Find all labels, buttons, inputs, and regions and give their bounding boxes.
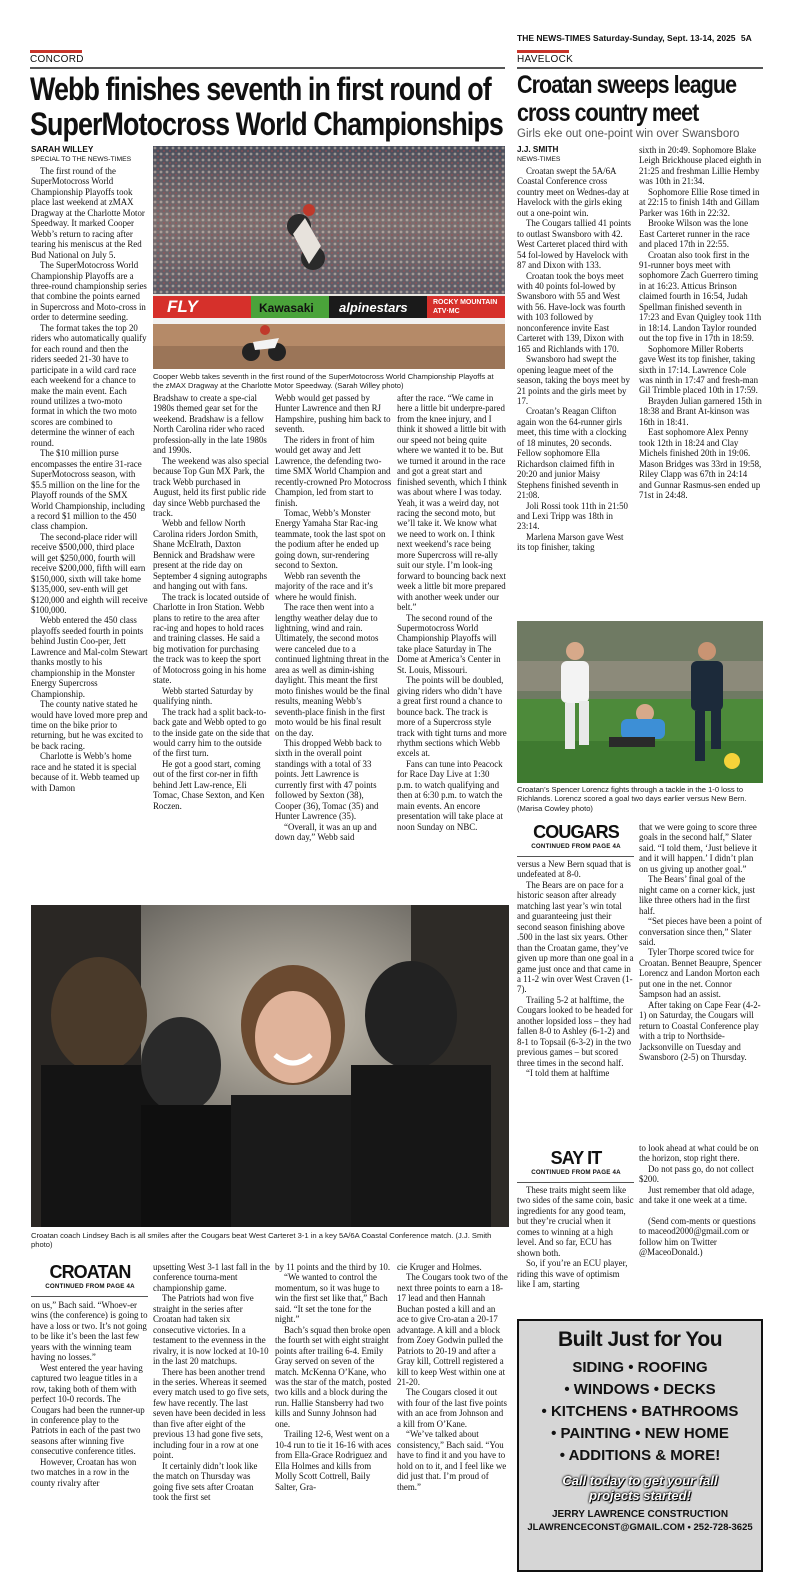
paragraph: The first round of the SuperMotocross World Championship Playoffs took place last weekend at zMAX Dragway at the Charlotte Motor Speedway. It marked Cooper Webb’s return to racing after tearing his meniscus at the Red Bud National on July 5. bbox=[31, 166, 145, 260]
webb-column-3 bbox=[275, 393, 392, 897]
cougars-column-2 bbox=[639, 822, 762, 1137]
paragraph: on us,” Bach said. “Whoev-er wins (the conference) is going to have a loss or two. It’s not going to be like it’s been the last few years with the winning team having no losses.” bbox=[31, 1300, 148, 1363]
paragraph: The track had a split back-to-back gate and Webb opted to go to the inside gate on the side that would carry him to the outside of the first turn. bbox=[153, 706, 270, 759]
motocross-photo-caption: Cooper Webb takes seventh in the first round of the SuperMotocross World Championship Playoffs at the zMAX Dragway at the Charlotte Motor Speedway. (Sarah Willey photo) bbox=[153, 372, 494, 391]
paragraph: The county native stated he would have loved more prep and time on the bike prior to returning, but he was excited to be back racing. bbox=[31, 699, 148, 751]
paragraph: Brayden Julian garnered 15th in 18:38 and Brant At-kinson was 16th in 18:41. bbox=[639, 395, 762, 427]
paragraph: The track is located outside of Charlotte in Iron Station. Webb plans to retire to the area after rac-ing and hopes to hold races and training classes. He said a big motivation for purchasing the track was to keep the sport of Motocross going in his home state. bbox=[153, 591, 270, 686]
xc-byline-title: NEWS-TIMES bbox=[517, 155, 561, 163]
section-rule-left bbox=[30, 67, 505, 69]
paragraph: The Bears are on pace for a historic season after already matching last year’s win total and guaranteeing just their second season finishing above .500 in the last six years. Other than the Croatan game, they’ve given up more than one goal in a game just once and that came in a 11-2 win over West Craven (1-7). bbox=[517, 879, 634, 995]
paragraph: Bach’s squad then broke open the fourth set with eight straight points after trailing 6-4. Emily Gray served on seven of the match. McKenna O’Kane, who was the star of the match, posted two kills and a block during the run. Hallie Stansberry had two kills and Sunny Johnson had one. bbox=[275, 1324, 392, 1429]
croatan-column-3 bbox=[275, 1262, 392, 1574]
paragraph: Sophomore Ellie Rose timed in at 22:15 to finish 14th and Gillam Parker was 16th in 22:32. bbox=[639, 186, 760, 218]
paragraph: Tomac, Webb’s Monster Energy Yamaha Star Rac-ing teammate, took the last spot on the podium after he ended up going down, sur-rendering second to Sexton. bbox=[275, 507, 386, 571]
paragraph: There has been another trend in the series. Whereas it seemed every match used to go five sets, few have recently. The last seven have been decided in less than five after eight of the previous 13 had gone five sets, including four in a row at one point. bbox=[153, 1366, 270, 1461]
paragraph: cie Kruger and Holmes. bbox=[397, 1262, 482, 1272]
croatan-column-4 bbox=[397, 1262, 509, 1574]
paragraph: Do not pass go, do not collect $200. bbox=[639, 1163, 754, 1185]
say-it-jump-header bbox=[517, 1148, 635, 1176]
xc-deck: Girls eke out one-point win over Swansboro bbox=[517, 128, 740, 140]
banner-fly: FLY bbox=[167, 297, 198, 316]
bach-photo-caption: Croatan coach Lindsey Bach is all smiles after the Cougars beat West Carteret 3-1 in a key 5A/6A Coastal Conference match. (J.J. Smith photo) bbox=[31, 1231, 492, 1250]
motocross-photo-graphic bbox=[153, 146, 505, 369]
say-it-jump-rule bbox=[517, 1182, 634, 1183]
paragraph: “We’ve talked about consistency,” Bach said. “You have to find it and you have to hold on to it, and I feel like we did just that. I’m proud of them.” bbox=[397, 1429, 507, 1492]
xc-column-2 bbox=[639, 145, 762, 613]
croatan-jump-word: CROATAN bbox=[49, 1262, 131, 1282]
paragraph: Charlotte is Webb’s home race and he stated it is special because of it. Webb teamed up with Damon bbox=[31, 751, 140, 793]
say-it-column-1 bbox=[517, 1185, 634, 1313]
ad-company: JERRY LAWRENCE CONSTRUCTION bbox=[551, 1509, 729, 1520]
paragraph: These traits might seem like two sides of the same coin, basic ingredients for any good team, but they’re crucial when it comes to winning at a high level. And so far, ECU has shown both. bbox=[517, 1185, 634, 1258]
ad-service-line: • ADDITIONS & MORE! bbox=[559, 1447, 721, 1464]
ad-service-line: • KITCHENS • BATHROOMS bbox=[541, 1403, 739, 1420]
paragraph: Croatan swept the 5A/6A Coastal Conference cross country meet on Wednes-day at Havelock with the girls eking out a one-point win. bbox=[517, 166, 629, 218]
banner-kawasaki: Kawasaki bbox=[259, 301, 314, 315]
paragraph: The second round of the Supermotocross World Championship Playoffs will take place Saturday in The Dome at America’s Center in St. Louis, Missouri. bbox=[397, 612, 501, 675]
paragraph: So, if you’re an ECU player, riding this wave of optimism like I am, starting bbox=[517, 1258, 628, 1290]
page-number: 5A bbox=[740, 33, 752, 43]
paragraph: The second-place rider will receive $500,000, third place will get $250,000, fourth will receive $200,000, fifth will earn $150,000, sixth will take home $135,000, sev-enth will get $120,000 and eighth will receive $100,000. bbox=[31, 531, 148, 616]
cougars-jump-header bbox=[517, 822, 635, 850]
ad-service-line: • WINDOWS • DECKS bbox=[564, 1381, 716, 1398]
paragraph: However, Croatan has won two matches in a row in the county rivalry after bbox=[31, 1456, 137, 1488]
xc-headline-line1: Croatan sweeps league bbox=[517, 71, 737, 99]
say-it-column-2 bbox=[639, 1143, 762, 1313]
paragraph: after the race. “We came in here a little bit underpre-pared from the knee injury, and I think it showed a little bit with our speed not being quite where we wanted it to be. But we turned it around in the race and got a great start and finished seventh, which I think was about where I was today. Yeah, it was a weird day, not racing the second moto, but we’ll take it. We know what we need to work on. I think next weekend’s race being more Supercross will re-ally suit our style. I’m look-ing forward to bouncing back next week a little bit more prepared with another week under our belt.” bbox=[397, 393, 507, 613]
paragraph: The Cougars took two of the next three points to earn a 18-17 lead and then Hannah Buchan posted a kill and an ace to give Cro-atan a 20-17 advantage. A kill and a block from Zoey Godwin pulled the Patriots to 20-19 and after a Gray kill, Cottrell registered a kill to keep West within one at 21-20. bbox=[397, 1272, 508, 1387]
paragraph: The riders in front of him would get away and Jett Lawrence, the defending two-time SMX World Champion and recently-crowned Pro Motocross Champion, led from start to finish. bbox=[275, 434, 392, 508]
cougars-jump-word: COUGARS bbox=[533, 822, 619, 842]
paragraph: Trailing 12-6, West went on a 10-4 run to tie it 16-16 with aces from Ella-Grace Rodriguez and Ella Holmes and kills from Molly Scott Cottrell, Baily Salter, Gra- bbox=[275, 1429, 392, 1492]
xc-headline-line2: cross country meet bbox=[517, 99, 699, 127]
paragraph: that we were going to score three goals in the second half,” Slater said. “I told them, ‘Just believe it and it will happen.’ I didn’t plan on us giving up another goal.” bbox=[639, 822, 757, 874]
webb-byline-name: SARAH WILLEY bbox=[31, 145, 94, 154]
soccer-photo-graphic bbox=[517, 621, 763, 783]
soccer-photo-caption: Croatan’s Spencer Lorencz fights through a tackle in the 1-0 loss to Richlands. Lorencz scored a goal two days earlier versus New Bern. (Marisa Cowley photo) bbox=[517, 785, 747, 813]
say-it-jump-continued: CONTINUED FROM PAGE 4A bbox=[531, 1169, 621, 1176]
paragraph: Bradshaw to create a spe-cial 1980s themed gear set for the weekend. Bradshaw is a fellow North Carolina rider who raced profession-ally in the late 1980s and 1990s. bbox=[153, 393, 267, 456]
paragraph: “Set pieces have been a point of conversation since then,” Slater said. bbox=[639, 916, 762, 947]
paragraph: Joli Rossi took 11th in 21:50 and Lexi Tripp was 18th in 23:14. bbox=[517, 500, 628, 532]
paragraph: He got a good start, coming out of the first cor-ner in fifth behind Jett Law-rence, Eli Tomac, Chase Sexton, and Ken Roczen. bbox=[153, 758, 265, 811]
paragraph: upsetting West 3-1 last fall in the conference tourna-ment championship game. bbox=[153, 1262, 270, 1293]
paragraph: After taking on Cape Fear (4-2-1) on Saturday, the Cougars will return to Coastal Conference play with a trip to Northside-Jacksonville on Tuesday and Swansboro (2-5) on Thursday. bbox=[639, 999, 761, 1062]
croatan-column-1 bbox=[31, 1300, 148, 1574]
paragraph: Just remember that old adage, and take it one week at a time. bbox=[639, 1184, 755, 1206]
webb-column-2 bbox=[153, 393, 270, 897]
paragraph: Marlena Marson gave West its top finisher, taking bbox=[517, 531, 624, 553]
say-it-jump-word: SAY IT bbox=[550, 1148, 602, 1168]
banner-alpinestars: alpinestars bbox=[339, 300, 408, 315]
paragraph: This dropped Webb back to sixth in the overall point standings with a total of 33 points. Jett Lawrence is currently first with 47 points followed by Sexton (38), Cooper (36), Tomac (35) and Hunter Lawrence (35). bbox=[275, 737, 382, 822]
coach-bach bbox=[231, 965, 361, 1227]
paragraph: The Cougars tallied 41 points to outlast Swansboro with 42. West Carteret placed third with 54 fol-lowed by Havelock with 87 and Dixon with 133. bbox=[517, 218, 632, 271]
construction-ad[interactable] bbox=[517, 1319, 763, 1572]
paragraph: Croatan took the boys meet with 40 points fol-lowed by Swansboro with 55 and West with 56. Have-lock was fourth with 103 followed by nonconference invite East Carteret with 139, Dixon with 165 and Richlands with 170. bbox=[517, 270, 626, 354]
webb-column-4 bbox=[397, 393, 507, 897]
cougars-jump-rule bbox=[517, 856, 634, 857]
paragraph: Fans can tune into Peacock for Race Day Live at 1:30 p.m. to watch qualifying and then at 6:30 p.m. to watch the main events. An encore presentation will take place at noon Sunday on NBC. bbox=[397, 758, 503, 832]
cougars-jump-continued: CONTINUED FROM PAGE 4A bbox=[531, 843, 621, 850]
paragraph: by 11 points and the third by 10. bbox=[275, 1262, 391, 1272]
ad-cta bbox=[525, 1473, 755, 1503]
section-accent-left bbox=[30, 50, 82, 53]
paragraph: Webb would get passed by Hunter Lawrence and then RJ Hampshire, pushing him back to seventh. bbox=[275, 393, 391, 435]
paragraph: Croatan also took first in the 91-runner boys meet with sophomore Zach Guerrero timing in at 16:23. Atticus Brinson claimed fourth in 16:54, Judah Spellman finished seventh in 17:23 and Evan Quigley took 11th in 18:14. Landon Taylor rounded out the top five in 17th in 18:59. bbox=[639, 249, 762, 344]
paragraph: “We wanted to control the momentum, so it was huge to win the first set like that,” Bach said. “It set the tone for the night.” bbox=[275, 1272, 388, 1325]
croatan-jump-rule bbox=[31, 1296, 148, 1297]
section-label-havelock: HAVELOCK bbox=[517, 54, 574, 65]
webb-column-1 bbox=[31, 166, 148, 971]
paragraph: The Patriots had won five straight in the series after Croatan had taken six consecutive victories. In a testament to the evenness in the rivalry, it is now locked at 10-10 in the last 20 matchups. bbox=[153, 1293, 269, 1367]
paragraph: sixth in 20:49. Sophomore Blake Leigh Brickhouse placed eighth in 21:25 and freshman Lillie Hemby was 10th in 21:34. bbox=[639, 145, 762, 187]
page-header bbox=[517, 33, 752, 43]
section-accent-right bbox=[517, 50, 569, 53]
section-label-concord: CONCORD bbox=[30, 54, 84, 65]
paragraph: East sophomore Alex Penny took 12th in 18:24 and Clay Michels finished 20th in 19:06. Mason Bridges was 33rd in 19:58, Riley Clapp was 67th in 24:14 and Gunnar Rasmus-sen ended up 71st in 24:48. bbox=[639, 427, 762, 500]
paragraph: Tyler Thorpe scored twice for Croatan. Bennet Beaupre, Spencer Lorencz and Landon Morton each put one in the net. Connor Sampson had an assist. bbox=[639, 947, 762, 1000]
paragraph: Brooke Wilson was the lone East Carteret runner in the race and placed 17th in 22:55. bbox=[639, 218, 750, 250]
bach-photo bbox=[31, 905, 509, 1227]
paragraph: (Send com-ments or questions to maceod2000@gmail.com or follow him on Twitter @MaceoDonald.) bbox=[639, 1215, 756, 1258]
player-center-back bbox=[141, 1017, 231, 1227]
ad-cta-line: projects started! bbox=[589, 1488, 691, 1503]
paragraph: The format takes the top 20 riders who automatically qualify for each round and then the riders seeded 21-30 have to participate in a wild card race each weekend for a chance to make the main event. Each round utilizes a two-moto format in which the two moto scores are combined to determine the winner of each round. bbox=[31, 322, 147, 448]
paragraph: The Bears’ final goal of the night came on a corner kick, just like three others had in the first half. bbox=[639, 874, 756, 916]
ad-contact[interactable]: JLAWRENCECONST@GMAIL.COM • 252-728-3625 bbox=[527, 1522, 753, 1533]
paragraph: Webb ran seventh the majority of the race and it’s where he would finish. bbox=[275, 570, 373, 602]
paper-date: THE NEWS-TIMES Saturday-Sunday, Sept. 13-14, 2025 bbox=[517, 33, 736, 43]
xc-byline bbox=[517, 145, 635, 164]
ad-headline: Built Just for You bbox=[557, 1328, 723, 1351]
banner-rocky-mountain: ROCKY MOUNTAIN ATV·MC bbox=[433, 299, 498, 315]
croatan-jump-continued: CONTINUED FROM PAGE 4A bbox=[45, 1283, 135, 1290]
cougars-column-1 bbox=[517, 859, 634, 1137]
croatan-column-2 bbox=[153, 1262, 270, 1574]
paragraph: Webb and fellow North Carolina riders Jordon Smith, Shane McElrath, Daxton Bennick and Bradshaw were present at the ride day on September 4 signing autographs and hanging out with fans. bbox=[153, 518, 268, 592]
ad-services bbox=[519, 1357, 761, 1467]
paragraph: Webb started Saturday by qualifying ninth. bbox=[153, 685, 254, 707]
paragraph: “I told them at halftime bbox=[526, 1068, 610, 1079]
paragraph: “Overall, it was an up and down day,” Webb said bbox=[275, 821, 377, 843]
croatan-jump-header bbox=[31, 1262, 149, 1290]
paragraph: It certainly didn’t look like the match on Thursday was going five sets after Croatan took the first set bbox=[153, 1460, 258, 1502]
paragraph: The SuperMotocross World Championship Playoffs are a three-round championship series that combine the points earned in Supercross and Moto-cross in order to determine seeding. bbox=[31, 260, 147, 323]
section-rule-right bbox=[517, 67, 763, 69]
webb-byline bbox=[31, 145, 149, 164]
webb-headline-line1: Webb finishes seventh in first round of bbox=[30, 71, 491, 107]
ad-service-line: • PAINTING • NEW HOME bbox=[551, 1425, 729, 1442]
paragraph: The Cougars closed it out with four of the last five points with an ace from Johnson and a kill from O’Kane. bbox=[397, 1387, 507, 1429]
ad-service-line: SIDING • ROOFING bbox=[572, 1359, 708, 1376]
paragraph: Webb entered the 450 class playoffs seeded fourth in points behind Justin Coo-per, Jett Lawrence and Mal-colm Stewart thanks mostly to his championship in the Monster Energy Supercross Championship. bbox=[31, 615, 148, 699]
paragraph: Swansboro had swept the opening league meet of the season, taking the boys meet by 21 points and the girls meet by 17. bbox=[517, 354, 630, 406]
paragraph: The race then went into a lengthy weather delay due to lightning, wind and rain. Ultimately, the second motos were canceled due to a continued lightning threat in the area as well as dimin-ishing daylight. This meant the first moto finishes would be the final results, meaning Webb’s seventh-place finish in the first moto would be his final result on the day. bbox=[275, 602, 390, 738]
webb-byline-title: SPECIAL TO THE NEWS-TIMES bbox=[31, 155, 132, 163]
paragraph: The points will be doubled, giving riders who didn’t have a great first round a chance to bounce back. The track is more of a Supercross style track with tight turns and more rhythm sections which Webb excels at. bbox=[397, 675, 507, 759]
soccer-photo bbox=[517, 621, 763, 783]
paragraph: The $10 million purse encompasses the entire 31-race SuperMotocross season, with $5.5 million on the line for the Playoff rounds of the SMX World Championship, including a record $1 million to the 450 class champion. bbox=[31, 448, 145, 532]
ad-cta-line: Call today to get your fall bbox=[562, 1473, 718, 1488]
paragraph: versus a New Bern squad that is undefeated at 8-0. bbox=[517, 859, 631, 880]
paragraph: Croatan’s Reagan Clifton again won the 64-runner girls meet, this time with a clocking of 18 minutes, 20 seconds. Fellow sophomore Ella Richardson claimed fifth in 20:20 and junior Maisy Stephens finished seventh in 21:08. bbox=[517, 406, 627, 501]
paragraph: The weekend was also special because Top Gun MX Park, the track Webb purchased in August, held its first public ride day since Webb purchased the track. bbox=[153, 455, 269, 518]
xc-byline-name: J.J. SMITH bbox=[517, 145, 559, 154]
xc-column-1 bbox=[517, 166, 634, 614]
paragraph: Sophomore Miller Roberts gave West its top finisher, taking sixth in 17:14. Lawrence Cole was ninth in 17:47 and fresh-man Gil Trimble placed 10th in 17:59. bbox=[639, 343, 759, 396]
bach-photo-graphic bbox=[31, 905, 509, 1227]
motocross-photo bbox=[153, 146, 505, 369]
paragraph: West entered the year having captured two league titles in a row, taking both of them with perfect 10-0 records. The Cougars had been the runner-up in conference play to the Patriots in each of the past two seasons after winning five consecutive conference titles. bbox=[31, 1362, 145, 1457]
paragraph: Trailing 5-2 at halftime, the Cougars looked to be headed for another lopsided loss – they had fallen 8-0 to Ashley (6-1-2) and 8-1 to Topsail (6-3-2) in the two previous games – but scored three times in the second half. bbox=[517, 994, 633, 1068]
paragraph: to look ahead at what could be on the horizon, stop right there. bbox=[639, 1143, 759, 1164]
webb-headline-line2: SuperMotocross World Championships bbox=[30, 106, 503, 142]
